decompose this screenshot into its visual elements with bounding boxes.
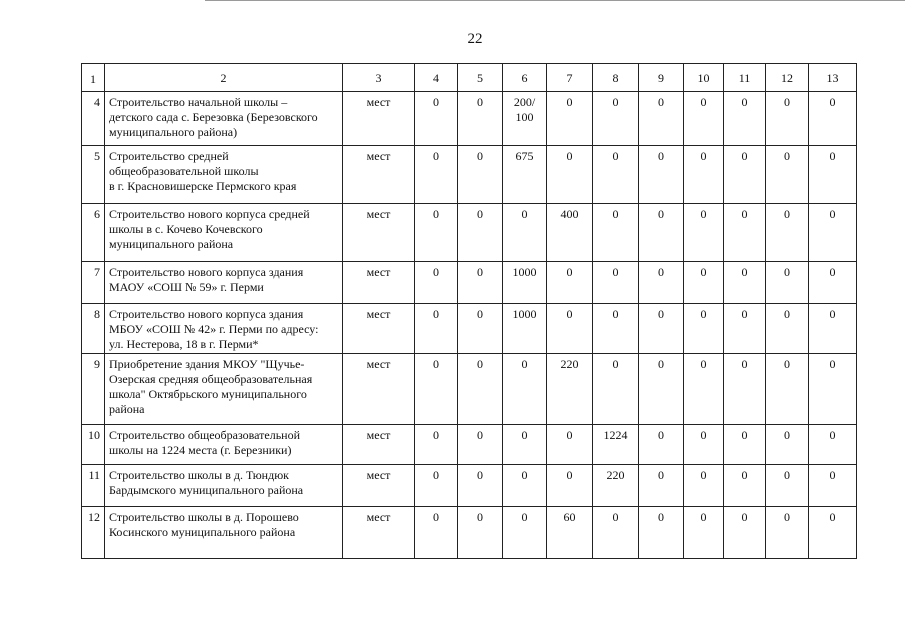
value-line: 0 — [433, 510, 439, 524]
value-cell — [593, 425, 639, 465]
value-cell — [593, 465, 639, 507]
object-name-line: муниципального района) — [109, 125, 238, 139]
object-name — [105, 304, 343, 354]
value-line: 0 — [658, 357, 664, 371]
object-name-line: школы в с. Кочево Кочевского — [109, 222, 263, 236]
unit-cell: мест — [343, 465, 415, 507]
value-cell — [593, 146, 639, 204]
value-cell — [809, 92, 857, 146]
value-line: 0 — [829, 510, 836, 524]
value-line: 0 — [566, 265, 573, 279]
unit-cell: мест — [343, 304, 415, 354]
value-cell — [547, 92, 593, 146]
value-line: 1224 — [603, 428, 628, 442]
value-line: 0 — [658, 307, 664, 321]
value-line: 0 — [433, 149, 439, 163]
object-name-line: школы на 1224 места (г. Березники) — [109, 443, 292, 457]
header-cell: 11 — [724, 64, 766, 92]
value-line: 0 — [829, 149, 836, 163]
value-cell — [547, 304, 593, 354]
object-name-line: МАОУ «СОШ № 59» г. Перми — [109, 280, 264, 294]
value-cell — [684, 507, 724, 559]
value-line: 220 — [560, 357, 579, 371]
value-cell — [503, 204, 547, 262]
unit-cell: мест — [343, 204, 415, 262]
value-line: 0 — [612, 149, 619, 163]
value-line: 0 — [433, 265, 439, 279]
value-cell — [593, 204, 639, 262]
value-cell — [639, 262, 684, 304]
value-line: 0 — [741, 149, 748, 163]
value-cell — [766, 92, 809, 146]
value-cell — [458, 204, 503, 262]
value-line: 0 — [741, 468, 748, 482]
value-cell — [684, 92, 724, 146]
value-line: 0 — [784, 207, 790, 221]
value-line: 0 — [829, 207, 836, 221]
value-line: 0 — [658, 265, 664, 279]
value-line: 400 — [560, 207, 579, 221]
value-cell — [724, 262, 766, 304]
unit-cell: мест — [343, 507, 415, 559]
unit-cell: мест — [343, 354, 415, 425]
table-row — [82, 204, 857, 262]
value-line: 0 — [829, 468, 836, 482]
value-cell — [766, 354, 809, 425]
row-number: 10 — [82, 425, 105, 465]
value-line: 0 — [612, 95, 619, 109]
value-line: 0 — [521, 428, 528, 442]
value-line: 0 — [784, 357, 790, 371]
value-cell — [458, 92, 503, 146]
value-line: 0 — [612, 207, 619, 221]
object-name — [105, 204, 343, 262]
value-cell — [547, 465, 593, 507]
value-line: 0 — [741, 207, 748, 221]
value-line: 0 — [433, 95, 439, 109]
value-line: 0 — [700, 510, 707, 524]
row-number: 4 — [82, 92, 105, 146]
value-cell — [724, 354, 766, 425]
object-name-line: Строительство средней — [109, 149, 229, 163]
value-cell — [593, 262, 639, 304]
value-cell — [684, 425, 724, 465]
value-cell — [415, 146, 458, 204]
value-cell — [415, 92, 458, 146]
object-name-line: Озерская средняя общеобразовательная — [109, 372, 313, 386]
object-name-line: Приобретение здания МКОУ "Щучье- — [109, 357, 305, 371]
value-cell — [547, 354, 593, 425]
value-cell — [639, 465, 684, 507]
value-line: 0 — [566, 307, 573, 321]
table-row — [82, 262, 857, 304]
value-cell — [766, 146, 809, 204]
value-cell — [503, 146, 547, 204]
header-cell: 12 — [766, 64, 809, 92]
table-row — [82, 92, 857, 146]
row-number: 6 — [82, 204, 105, 262]
object-name — [105, 507, 343, 559]
value-line: 0 — [700, 95, 707, 109]
value-cell — [547, 204, 593, 262]
value-line: 0 — [521, 510, 528, 524]
value-cell — [766, 465, 809, 507]
value-line: 0 — [741, 510, 748, 524]
unit-cell: мест — [343, 146, 415, 204]
object-name-line: в г. Красновишерске Пермского края — [109, 179, 297, 193]
value-cell — [547, 507, 593, 559]
value-line: 0 — [700, 307, 707, 321]
value-cell — [724, 204, 766, 262]
value-cell — [503, 304, 547, 354]
value-cell — [415, 465, 458, 507]
value-line: 0 — [784, 265, 790, 279]
object-name-line: МБОУ «СОШ № 42» г. Перми по адресу: — [109, 322, 319, 336]
top-rule — [205, 0, 905, 1]
object-name — [105, 262, 343, 304]
value-cell — [684, 304, 724, 354]
value-line: 0 — [700, 468, 707, 482]
value-line: 0 — [477, 307, 483, 321]
value-cell — [684, 465, 724, 507]
header-cell: 9 — [639, 64, 684, 92]
value-cell — [809, 204, 857, 262]
header-cell: 2 — [105, 64, 343, 92]
value-cell — [639, 146, 684, 204]
value-cell — [547, 425, 593, 465]
value-cell — [724, 507, 766, 559]
value-line: 0 — [612, 307, 619, 321]
value-cell — [766, 304, 809, 354]
value-line: 0 — [433, 207, 439, 221]
value-cell — [809, 354, 857, 425]
value-cell — [809, 146, 857, 204]
value-line: 0 — [521, 468, 528, 482]
value-line: 0 — [700, 265, 707, 279]
value-line: 0 — [784, 468, 790, 482]
value-line: 0 — [566, 149, 573, 163]
value-line: 1000 — [512, 307, 537, 321]
value-cell — [415, 304, 458, 354]
value-cell — [593, 92, 639, 146]
value-line: 0 — [741, 428, 748, 442]
value-cell — [809, 262, 857, 304]
value-cell — [503, 354, 547, 425]
value-line: 0 — [784, 149, 790, 163]
table-row — [82, 304, 857, 354]
table-header-row — [82, 64, 857, 92]
value-line: 0 — [700, 149, 707, 163]
row-number: 7 — [82, 262, 105, 304]
value-line: 0 — [521, 207, 528, 221]
object-name — [105, 465, 343, 507]
header-cell: 5 — [458, 64, 503, 92]
header-cell: 4 — [415, 64, 458, 92]
value-cell — [639, 204, 684, 262]
value-line: 0 — [829, 307, 836, 321]
object-name — [105, 425, 343, 465]
value-line: 0 — [658, 95, 664, 109]
value-line: 0 — [433, 468, 439, 482]
value-cell — [458, 146, 503, 204]
value-cell — [503, 262, 547, 304]
value-line: 0 — [477, 357, 483, 371]
value-cell — [593, 354, 639, 425]
value-cell — [415, 204, 458, 262]
value-line: 0 — [829, 265, 836, 279]
value-line: 0 — [477, 95, 483, 109]
value-line: 0 — [700, 207, 707, 221]
value-line: 0 — [700, 428, 707, 442]
value-line: 0 — [784, 95, 790, 109]
value-cell — [639, 354, 684, 425]
object-name-line: Бардымского муниципального района — [109, 483, 304, 497]
object-name — [105, 92, 343, 146]
value-line: 1000 — [512, 265, 537, 279]
row-number: 5 — [82, 146, 105, 204]
value-cell — [809, 304, 857, 354]
value-cell — [503, 92, 547, 146]
header-cell: 6 — [503, 64, 547, 92]
table-row — [82, 354, 857, 425]
value-line: 0 — [741, 307, 748, 321]
object-name-line: муниципального района — [109, 237, 234, 251]
value-cell — [593, 304, 639, 354]
value-cell — [724, 425, 766, 465]
value-cell — [458, 507, 503, 559]
page-number: 22 — [467, 31, 483, 47]
value-cell — [724, 146, 766, 204]
value-cell — [766, 262, 809, 304]
object-name-line: Строительство школы в д. Тюндюк — [109, 468, 289, 482]
object-name-line: района — [109, 402, 145, 416]
table-row — [82, 465, 857, 507]
value-line: 0 — [477, 510, 483, 524]
value-cell — [639, 304, 684, 354]
data-table — [81, 63, 857, 559]
value-line: 0 — [700, 357, 707, 371]
value-line: 60 — [563, 510, 576, 524]
header-cell: 8 — [593, 64, 639, 92]
table-row — [82, 146, 857, 204]
value-cell — [809, 465, 857, 507]
value-line: 0 — [741, 265, 748, 279]
row-number: 8 — [82, 304, 105, 354]
object-name — [105, 146, 343, 204]
object-name-line: Косинского муниципального района — [109, 525, 296, 539]
value-line: 0 — [829, 428, 836, 442]
value-line: 0 — [784, 510, 790, 524]
object-name-line: детского сада с. Березовка (Березовского — [109, 110, 318, 124]
value-line: 0 — [658, 468, 664, 482]
row-number: 9 — [82, 354, 105, 425]
value-line: 675 — [515, 149, 534, 163]
value-line: 0 — [658, 207, 664, 221]
value-cell — [415, 425, 458, 465]
value-cell — [724, 92, 766, 146]
object-name-line: Строительство школы в д. Порошево — [109, 510, 299, 524]
value-cell — [503, 465, 547, 507]
value-cell — [639, 92, 684, 146]
value-line: 0 — [477, 149, 483, 163]
value-line: 0 — [477, 265, 483, 279]
value-line: 0 — [521, 357, 528, 371]
object-name — [105, 354, 343, 425]
value-line: 0 — [741, 95, 748, 109]
value-line: 0 — [784, 428, 790, 442]
table-row — [82, 425, 857, 465]
value-cell — [458, 465, 503, 507]
value-cell — [766, 425, 809, 465]
value-cell — [684, 146, 724, 204]
value-line: 0 — [658, 428, 664, 442]
value-line: 0 — [477, 428, 483, 442]
value-line: 0 — [566, 95, 573, 109]
header-cell: 7 — [547, 64, 593, 92]
value-line: 0 — [612, 265, 619, 279]
value-line: 0 — [433, 307, 439, 321]
value-cell — [766, 507, 809, 559]
value-cell — [809, 425, 857, 465]
value-cell — [639, 425, 684, 465]
value-line: 0 — [829, 95, 836, 109]
header-cell: 13 — [809, 64, 857, 92]
value-cell — [547, 262, 593, 304]
value-cell — [684, 354, 724, 425]
table-row — [82, 507, 857, 559]
value-cell — [415, 262, 458, 304]
value-line: 0 — [612, 510, 619, 524]
value-cell — [724, 304, 766, 354]
value-line: 0 — [784, 307, 790, 321]
value-line: 0 — [658, 510, 664, 524]
unit-cell: мест — [343, 425, 415, 465]
value-line: 0 — [433, 357, 439, 371]
value-cell — [724, 465, 766, 507]
value-cell — [458, 304, 503, 354]
object-name-line: Строительство нового корпуса здания — [109, 307, 304, 321]
object-name-line: Строительство общеобразовательной — [109, 428, 301, 442]
object-name-line: школа" Октябрьского муниципального — [109, 387, 307, 401]
value-line: 220 — [606, 468, 625, 482]
value-line: 0 — [829, 357, 836, 371]
object-name-line: ул. Нестерова, 18 в г. Перми* — [109, 337, 259, 351]
value-line: 0 — [566, 468, 573, 482]
value-line: 100 — [515, 110, 534, 124]
value-line: 0 — [566, 428, 573, 442]
header-cell: 1 — [82, 64, 105, 92]
row-number: 12 — [82, 507, 105, 559]
unit-cell: мест — [343, 262, 415, 304]
value-cell — [593, 507, 639, 559]
object-name-line: Строительство нового корпуса средней — [109, 207, 310, 221]
value-cell — [415, 354, 458, 425]
header-cell: 3 — [343, 64, 415, 92]
value-cell — [809, 507, 857, 559]
value-line: 0 — [477, 207, 483, 221]
row-number: 11 — [82, 465, 105, 507]
value-cell — [639, 507, 684, 559]
header-cell: 10 — [684, 64, 724, 92]
value-cell — [766, 204, 809, 262]
value-line: 0 — [477, 468, 483, 482]
value-line: 200/ — [513, 95, 536, 109]
value-line: 0 — [433, 428, 439, 442]
value-line: 0 — [658, 149, 664, 163]
value-line: 0 — [612, 357, 619, 371]
unit-cell: мест — [343, 92, 415, 146]
value-line: 0 — [741, 357, 748, 371]
value-cell — [415, 507, 458, 559]
object-name-line: общеобразовательной школы — [109, 164, 259, 178]
value-cell — [684, 204, 724, 262]
object-name-line: Строительство начальной школы – — [109, 95, 288, 109]
value-cell — [458, 354, 503, 425]
value-cell — [503, 425, 547, 465]
value-cell — [458, 425, 503, 465]
value-cell — [684, 262, 724, 304]
object-name-line: Строительство нового корпуса здания — [109, 265, 304, 279]
value-cell — [503, 507, 547, 559]
value-cell — [458, 262, 503, 304]
value-cell — [547, 146, 593, 204]
